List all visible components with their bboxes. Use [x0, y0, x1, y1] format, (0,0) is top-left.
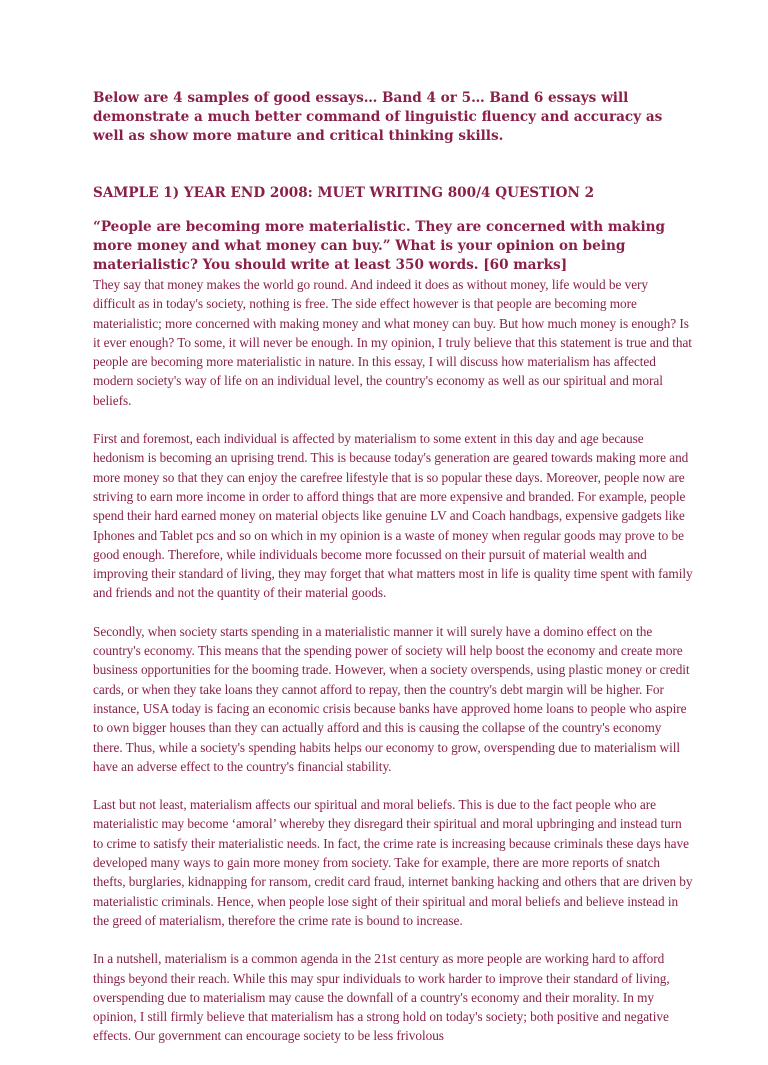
document-page [93, 89, 693, 1065]
essay-paragraph-conclusion: In a nutshell, materialism is a common agenda in the 21st century as more people are working hard to afford things beyond their reach. While this may spur individuals to work harder to improve their standard of living, overspending due to materialism may cause the downfall of a country's economy and their morality. In my opinion, I still firmly believe that materialism has a strong hold on today's society; both positive and negative effects. Our government can encourage society to be less frivolous [93, 951, 670, 1044]
essay-question: “People are becoming more materialistic. They are concerned with making more money and what money can buy.” What is your opinion on being materialistic? You should write at least 350 words. [60 marks] [93, 219, 666, 273]
sample-heading: SAMPLE 1) YEAR END 2008: MUET WRITING 800/4 QUESTION 2 [93, 185, 595, 201]
essay-paragraph-individual: First and foremost, each individual is affected by materialism to some extent in this day and age because hedonism is becoming an uprising trend. This is because today's generation are geared towards making more and more money so that they can enjoy the carefree lifestyle that is so popular these days. Moreover, people now are striving to earn more income in order to afford things that are more expensive and branded. For example, people spend their hard earned money on material objects like genuine LV and Coach handbags, expensive gadgets like Iphones and Tablet pcs and so on which in my opinion is a waste of money when regular goods may prove to be good enough. Therefore, while individuals become more focussed on their pursuit of material wealth and improving their standard of living, they may forget that what matters most in life is quality time spent with family and friends and not the quantity of their material goods. [93, 431, 693, 601]
intro-text: Below are 4 samples of good essays… Band 4 or 5… Band 6 essays will demonstrate a much better command of linguistic fluency and accuracy as well as show more mature and critical thinking skills. [93, 90, 663, 144]
essay-paragraph-economy: Secondly, when society starts spending in a materialistic manner it will surely have a domino effect on the country's economy. This means that the spending power of society will help boost the economy and create more business opportunities for the booming trade. However, when a society overspends, using plastic money or credit cards, or when they take loans they cannot afford to repay, then the country's debt margin will be higher. For instance, USA today is facing an economic crisis because banks have approved home loans to people who aspire to own bigger houses than they can actually afford and this is causing the collapse of the country's economy there. Thus, while a society's spending habits helps our economy to grow, overspending due to materialism will have an adverse effect to the country's financial stability. [93, 623, 690, 774]
essay-paragraph-morality: Last but not least, materialism affects our spiritual and moral beliefs. This is due to the fact people who are materialistic may become ‘amoral’ whereby they disregard their spiritual and moral upbringing and instead turn to crime to satisfy their materialistic needs. In fact, the crime rate is increasing because criminals these days have developed many ways to gain more money from society. Take for example, there are more reports of snatch thefts, burglaries, kidnapping for ransom, credit card fraud, internet banking hacking and others that are driven by materialistic criminals. Hence, when people lose sight of their spiritual and moral beliefs and believe instead in the greed of materialism, therefore the crime rate is bound to increase. [93, 797, 693, 928]
essay-paragraph-introduction: They say that money makes the world go round. And indeed it does as without money, life would be very difficult as in today's society, nothing is free. The side effect however is that people are becoming more materialistic; more concerned with making money and what money can buy. But how much money is enough? Is it ever enough? To some, it will never be enough. In my opinion, I truly believe that this statement is true and that people are becoming more materialistic in nature. In this essay, I will discuss how materialism has affected modern society's way of life on an individual level, the country's economy as well as our spiritual and moral beliefs. [93, 277, 692, 408]
